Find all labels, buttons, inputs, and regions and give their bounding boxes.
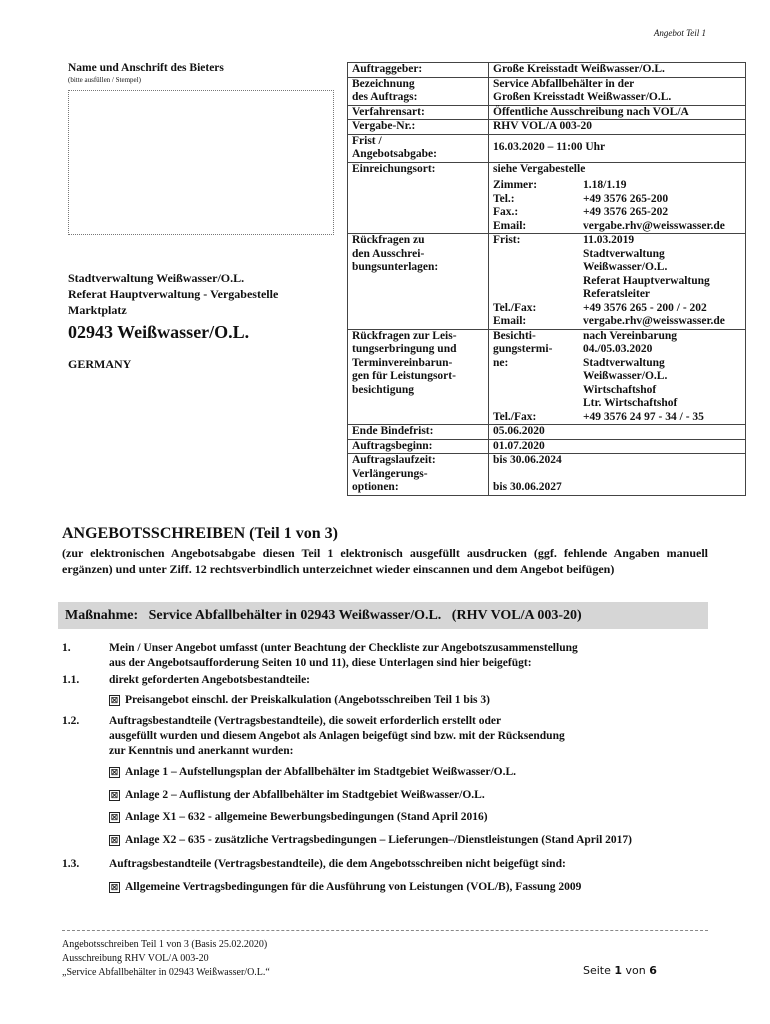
key: Rückfragen zur Leis- tungserbringung und Terminvereinbarun- gen für Leistungsort- besichtigung bbox=[348, 329, 489, 425]
table-row bbox=[348, 77, 746, 105]
value: Frist: 11.03.2019 Stadtverwaltung Weißwasser/O.L. Referat Hauptverwaltung Referatsleiter Tel./Fax: +49 3576 265 - 200 / - 202 Email: vergabe.rhv@weisswasser.de bbox=[489, 234, 746, 330]
key: Frist / Angebotsabgabe: bbox=[348, 134, 489, 162]
table-row bbox=[348, 454, 746, 496]
value: 01.07.2020 bbox=[489, 439, 746, 454]
table-row bbox=[348, 134, 746, 162]
table-row bbox=[348, 162, 746, 234]
bidder-label: Name und Anschrift des Bieters bbox=[68, 62, 224, 74]
footer-line: „Service Abfallbehälter in 02943 Weißwasser/O.L.“ bbox=[62, 967, 270, 978]
footer-line: Ausschreibung RHV VOL/A 003-20 bbox=[62, 953, 209, 964]
key: Rückfragen zu den Ausschrei- bungsunterlagen: bbox=[348, 234, 489, 330]
checkbox-checked-icon[interactable]: ☒ bbox=[110, 696, 119, 705]
table-row bbox=[348, 63, 746, 78]
page-header: Angebot Teil 1 bbox=[653, 28, 706, 38]
key: Auftragsbeginn: bbox=[348, 439, 489, 454]
page-number: Seite 1 von 6 bbox=[583, 964, 657, 977]
value: Große Kreisstadt Weißwasser/O.L. bbox=[489, 63, 746, 78]
footer-divider bbox=[62, 930, 708, 931]
key: Vergabe-Nr.: bbox=[348, 120, 489, 135]
zip-city: 02943 Weißwasser/O.L. bbox=[68, 322, 250, 342]
value: 16.03.2020 – 11:00 Uhr bbox=[489, 134, 746, 162]
value: siehe Vergabestelle Zimmer: 1.18/1.19 Tel.: +49 3576 265-200 Fax.: +49 3576 265-202 Email: vergabe.rhv@weisswasser.de bbox=[489, 162, 746, 234]
tender-info-table bbox=[347, 62, 746, 496]
value: Öffentliche Ausschreibung nach VOL/A bbox=[489, 105, 746, 120]
checkbox-checked-icon[interactable]: ☒ bbox=[110, 768, 119, 777]
value: RHV VOL/A 003-20 bbox=[489, 120, 746, 135]
key: Verfahrensart: bbox=[348, 105, 489, 120]
document-title: ANGEBOTSSCHREIBEN (Teil 1 von 3) bbox=[62, 525, 338, 542]
key: Einreichungsort: bbox=[348, 162, 489, 234]
footer bbox=[62, 938, 270, 980]
key: Auftragslaufzeit: Verlängerungs- optionen: bbox=[348, 454, 489, 496]
bidder-stamp-field[interactable] bbox=[68, 90, 334, 235]
value: 05.06.2020 bbox=[489, 425, 746, 440]
address-line: Referat Hauptverwaltung - Vergabestelle bbox=[68, 287, 279, 301]
table-row bbox=[348, 329, 746, 425]
address-line: Marktplatz bbox=[68, 303, 127, 317]
checkbox-checked-icon[interactable]: ☒ bbox=[110, 836, 119, 845]
table-row bbox=[348, 439, 746, 454]
value: Service Abfallbehälter in der Großen Kreisstadt Weißwasser/O.L. bbox=[489, 77, 746, 105]
table-row bbox=[348, 425, 746, 440]
country: GERMANY bbox=[68, 357, 132, 371]
key: Bezeichnung des Auftrags: bbox=[348, 77, 489, 105]
value: bis 30.06.2024 bis 30.06.2027 bbox=[489, 454, 746, 496]
table-row bbox=[348, 120, 746, 135]
checkbox-checked-icon[interactable]: ☒ bbox=[110, 883, 119, 892]
address-line: Stadtverwaltung Weißwasser/O.L. bbox=[68, 271, 245, 285]
checkbox-checked-icon[interactable]: ☒ bbox=[110, 813, 119, 822]
value: Besichti- nach Vereinbarung gungstermi- 04./05.03.2020 ne: Stadtverwaltung Weißwasser/O.L. Wirtschaftshof Ltr. Wirtschaftshof Tel./Fax: +49 3576 24 97 - 34 / - 35 bbox=[489, 329, 746, 425]
table-row bbox=[348, 234, 746, 330]
key: Auftraggeber: bbox=[348, 63, 489, 78]
checkbox-checked-icon[interactable]: ☒ bbox=[110, 791, 119, 800]
key: Ende Bindefrist: bbox=[348, 425, 489, 440]
bidder-hint: (bitte ausfüllen / Stempel) bbox=[68, 76, 141, 84]
recipient-address bbox=[68, 270, 278, 318]
measure-banner: Maßnahme: Service Abfallbehälter in 02943 Weißwasser/O.L. (RHV VOL/A 003-20) bbox=[58, 602, 708, 629]
document-page: Angebot Teil 1 Name und Anschrift des Bieters (bitte ausfüllen / Stempel) Stadtverwaltung Weißwasser/O.L. Referat Hauptverwaltung - Vergabestelle Marktplatz 02943 Weißwasser/O.L. GERMANY Auftraggeber: Große Kreisstadt Weißwasser/O.L. Bezeichnung des Auftrags: Service Abfallbehälter in der Großen Kreisstadt Weißwasser/O.L. Verfahrensart: Öffentliche Ausschreibung nach VOL/A Vergabe-Nr.: RHV VOL/A 003-20 Frist / Angebotsabgabe: 16.03.2020 – 11:00 Uhr Einreichungsort: siehe Vergabestelle Zimmer: 1.18/1.19 Tel.: +49 3576 265-200 Fax.: +49 3576 265-202 Email: vergabe.rhv@weisswasser.de Rückfragen zu den Ausschrei- bungsunterlagen: Frist: 11.03.2019 Stadtverwaltung Weißwasser/O.L. Referat Hauptverwaltung Referatsleiter Tel./Fax: +49 3576 265 - 200 / - 202 Email: vergabe.rhv@weisswasser.de Rückfragen zur Leis- tungserbringung und Terminvereinbarun- gen für Leistungsort- besichtigung Besichti- nach Vereinbarung gungstermi- 04./05.03.2020 ne: Stadtverwaltung Weißwasser/O.L. Wirtschaftshof Ltr. Wirtschaftshof Tel./Fax: +49 3576 24 97 - 34 / - 35 Ende Bindefrist: 05.06.2020 Auftragsbeginn: 01.07.2020 Auftragslaufzeit: Verlängerungs- optionen: bis 30.06.2024 bis 30.06.2027 ANGEBOTSSCHREIBEN (Teil 1 von 3) (zur elektronischen Angebotsabgabe diesen Teil 1 elektronisch ausgefüllt ausdrucken (ggf. fehlende Angaben manuell ergänzen) und unter Ziff. 12 rechtsverbindlich unterzeichnet wieder einscannen und dem Angebot beifügen) Maßnahme: Service Abfallbehälter in 02943 Weißwasser/O.L. (RHV VOL/A 003-20) 1. Mein / Unser Angebot umfasst (unter Beachtung der Checkliste zur Angebotszusammenstellung aus der Angebotsaufforderung Seiten 10 und 11), diese Unterlagen sind hier beigefügt: 1.1. direkt geforderten Angebotsbestandteile: ☒ Preisangebot einschl. der Preiskalkulation (Angebotsschreiben Teil 1 bis 3) 1.2. Auftragsbestandteile (Vertragsbestandteile), die soweit erforderlich erstellt oder ausgefüllt wurden und diesem Angebot als Anlagen beigefügt sind bzw. mit der Rücksendung zur Kenntnis und anerkannt wurden: ☒ Anlage 1 – Aufstellungsplan der Abfallbehälter im Stadtgebiet Weißwasser/O.L. ☒ Anlage 2 – Auflistung der Abfallbehälter im Stadtgebiet Weißwasser/O.L. ☒ Anlage X1 – 632 - allgemeine Bewerbungsbedingungen (Stand April 2016) ☒ Anlage X2 – 635 - zusätzliche Vertragsbedingungen – Lieferungen–/Dienstleistungen (Stand April 2017) 1.3. Auftragsbestandteile (Vertragsbestandteile), die dem Angebotsschreiben nicht beigefügt sind: ☒ Allgemeine Vertragsbedingungen für die Ausführung von Leistungen (VOL/B), Fassung 2009 Angebotsschreiben Teil 1 von 3 (Basis 25.02.2020) Ausschreibung RHV VOL/A 003-20 „Service Abfallbehälter in 02943 Weißwasser/O.L.“ Seite 1 von 6 bbox=[0, 0, 770, 1024]
footer-line: Angebotsschreiben Teil 1 von 3 (Basis 25.02.2020) bbox=[62, 939, 268, 950]
intro-text: (zur elektronischen Angebotsabgabe diesen Teil 1 elektronisch ausgefüllt ausdrucken (ggf. fehlende Angaben manuell ergänzen) und unter Ziff. 12 rechtsverbindlich unterzeichnet wieder einscannen und dem Angebot beifügen) bbox=[62, 546, 708, 576]
table-row bbox=[348, 105, 746, 120]
